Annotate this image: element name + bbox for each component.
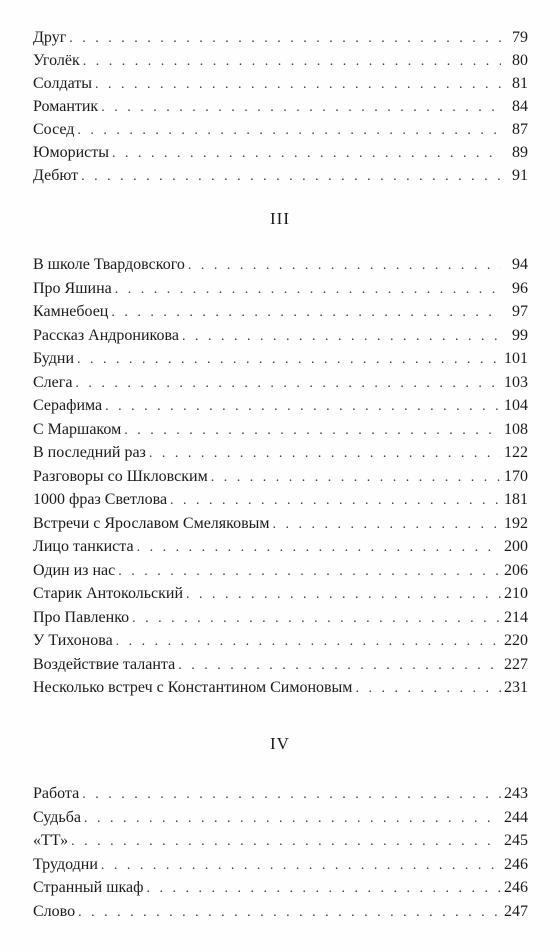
page-number: 244 bbox=[504, 808, 528, 826]
dot-leader bbox=[69, 28, 501, 50]
entry-title: Несколько встреч с Константином Симоновым bbox=[33, 679, 353, 696]
page-number: 246 bbox=[504, 855, 528, 873]
page-number: 246 bbox=[504, 879, 528, 896]
dot-leader bbox=[111, 302, 501, 324]
page-number: 210 bbox=[504, 585, 528, 602]
page-number: 200 bbox=[504, 538, 528, 555]
dot-leader bbox=[71, 831, 501, 853]
toc-entry bbox=[33, 395, 528, 417]
dot-leader bbox=[78, 902, 501, 924]
entry-title: Друг bbox=[33, 29, 67, 46]
dot-leader bbox=[355, 678, 501, 700]
toc-entry bbox=[33, 348, 528, 370]
entry-title: Трудодни bbox=[33, 855, 98, 873]
entry-title: Уголёк bbox=[33, 52, 80, 69]
toc-entry bbox=[33, 607, 528, 629]
dot-leader bbox=[95, 74, 501, 96]
entry-title: С Маршаком bbox=[33, 420, 122, 438]
dot-leader bbox=[115, 279, 501, 301]
entry-title: Один из нас bbox=[33, 561, 116, 579]
page-number: 89 bbox=[512, 144, 528, 161]
page-number: 170 bbox=[504, 467, 528, 485]
dot-leader bbox=[211, 467, 501, 489]
toc-entry bbox=[33, 830, 528, 852]
entry-title: В последний раз bbox=[33, 444, 146, 461]
toc-entry bbox=[33, 877, 528, 899]
toc-entry bbox=[33, 50, 528, 72]
entry-title: Юмористы bbox=[33, 144, 109, 161]
page-number: 206 bbox=[504, 561, 528, 579]
entry-title: «ТТ» bbox=[33, 832, 69, 849]
entry-title: Романтик bbox=[33, 98, 99, 115]
toc-entry bbox=[33, 142, 528, 164]
toc-entry bbox=[33, 854, 528, 876]
page-number: 84 bbox=[512, 98, 528, 115]
section-heading-iv: IV bbox=[270, 734, 290, 753]
dot-leader bbox=[132, 608, 501, 630]
dot-leader bbox=[149, 443, 501, 465]
entry-title: Про Павленко bbox=[33, 608, 130, 626]
toc-entry bbox=[33, 560, 528, 582]
entry-title: Сосед bbox=[33, 121, 75, 138]
dot-leader bbox=[182, 326, 501, 348]
dot-leader bbox=[137, 537, 501, 559]
dot-leader bbox=[147, 878, 501, 900]
toc-entry bbox=[33, 27, 528, 49]
page-number: 108 bbox=[504, 420, 528, 438]
page-number: 94 bbox=[512, 256, 528, 273]
page-number: 220 bbox=[504, 632, 528, 649]
page-number: 81 bbox=[512, 75, 528, 92]
toc-entry bbox=[33, 654, 528, 676]
dot-leader bbox=[101, 97, 501, 119]
toc-entry bbox=[33, 442, 528, 464]
entry-title: Судьба bbox=[33, 808, 81, 826]
page-number: 214 bbox=[504, 608, 528, 626]
dot-leader bbox=[84, 808, 501, 830]
page-number: 96 bbox=[512, 279, 528, 297]
dot-leader bbox=[116, 631, 501, 653]
page-number: 247 bbox=[504, 902, 528, 920]
entry-title: Слово bbox=[33, 902, 76, 920]
toc-entry bbox=[33, 677, 528, 699]
page-number: 227 bbox=[504, 655, 528, 673]
toc-entry bbox=[33, 466, 528, 488]
toc-entry bbox=[33, 513, 528, 535]
toc-entry bbox=[33, 119, 528, 141]
dot-leader bbox=[112, 143, 501, 165]
entry-title: 1000 фраз Светлова bbox=[33, 491, 168, 508]
section-heading-iii: III bbox=[270, 209, 290, 228]
page-number: 103 bbox=[504, 373, 528, 391]
entry-title: Про Яшина bbox=[33, 279, 112, 297]
dot-leader bbox=[273, 514, 501, 536]
dot-leader bbox=[105, 396, 501, 418]
toc-entry bbox=[33, 165, 528, 187]
toc-entry bbox=[33, 372, 528, 394]
entry-title: Камнебоец bbox=[33, 303, 109, 320]
dot-leader bbox=[188, 255, 501, 277]
entry-title: Дебют bbox=[33, 167, 79, 184]
entry-title: Разговоры со Шкловским bbox=[33, 467, 208, 485]
page-number: 243 bbox=[504, 785, 528, 802]
entry-title: Солдаты bbox=[33, 75, 93, 92]
dot-leader bbox=[170, 490, 501, 512]
toc-entry bbox=[33, 536, 528, 558]
toc-entry bbox=[33, 807, 528, 829]
dot-leader bbox=[124, 420, 501, 442]
dot-leader bbox=[101, 855, 501, 877]
entry-title: Лицо танкиста bbox=[33, 538, 134, 555]
toc-entry bbox=[33, 325, 528, 347]
toc-entry bbox=[33, 583, 528, 605]
toc-entry bbox=[33, 419, 528, 441]
toc-entry bbox=[33, 254, 528, 276]
entry-title: Будни bbox=[33, 350, 75, 367]
dot-leader bbox=[118, 561, 501, 583]
entry-title: Слега bbox=[33, 373, 73, 391]
dot-leader bbox=[178, 655, 501, 677]
entry-title: В школе Твардовского bbox=[33, 256, 185, 273]
page-number: 79 bbox=[512, 29, 528, 46]
entry-title: Странный шкаф bbox=[33, 879, 144, 896]
dot-leader bbox=[83, 51, 501, 73]
page-number: 181 bbox=[504, 491, 528, 508]
page-number: 91 bbox=[512, 167, 528, 184]
toc-entry bbox=[33, 96, 528, 118]
entry-title: Рассказ Андроникова bbox=[33, 326, 179, 344]
dot-leader bbox=[77, 120, 501, 142]
toc-entry bbox=[33, 73, 528, 95]
toc-entry bbox=[33, 278, 528, 300]
page-number: 99 bbox=[512, 326, 528, 344]
dot-leader bbox=[186, 584, 501, 606]
page-number: 80 bbox=[512, 52, 528, 69]
entry-title: Серафима bbox=[33, 397, 103, 414]
page-number: 104 bbox=[504, 397, 528, 414]
page-number: 245 bbox=[504, 832, 528, 849]
page-number: 87 bbox=[512, 121, 528, 138]
entry-title: Старик Антокольский bbox=[33, 585, 184, 602]
toc-entry bbox=[33, 489, 528, 511]
dot-leader bbox=[77, 349, 501, 371]
entry-title: Работа bbox=[33, 785, 80, 802]
toc-entry bbox=[33, 301, 528, 323]
entry-title: Встречи с Ярославом Смеляковым bbox=[33, 514, 270, 532]
page-number: 101 bbox=[504, 350, 528, 367]
dot-leader bbox=[81, 166, 501, 188]
page-number: 192 bbox=[504, 514, 528, 532]
toc-entry bbox=[33, 783, 528, 805]
toc-entry bbox=[33, 901, 528, 923]
dot-leader bbox=[75, 373, 501, 395]
page-number: 97 bbox=[512, 303, 528, 320]
toc-entry bbox=[33, 630, 528, 652]
entry-title: Воздействие таланта bbox=[33, 655, 176, 673]
page-number: 122 bbox=[504, 444, 528, 461]
dot-leader bbox=[82, 784, 501, 806]
entry-title: У Тихонова bbox=[33, 632, 113, 649]
page-number: 231 bbox=[504, 679, 528, 696]
